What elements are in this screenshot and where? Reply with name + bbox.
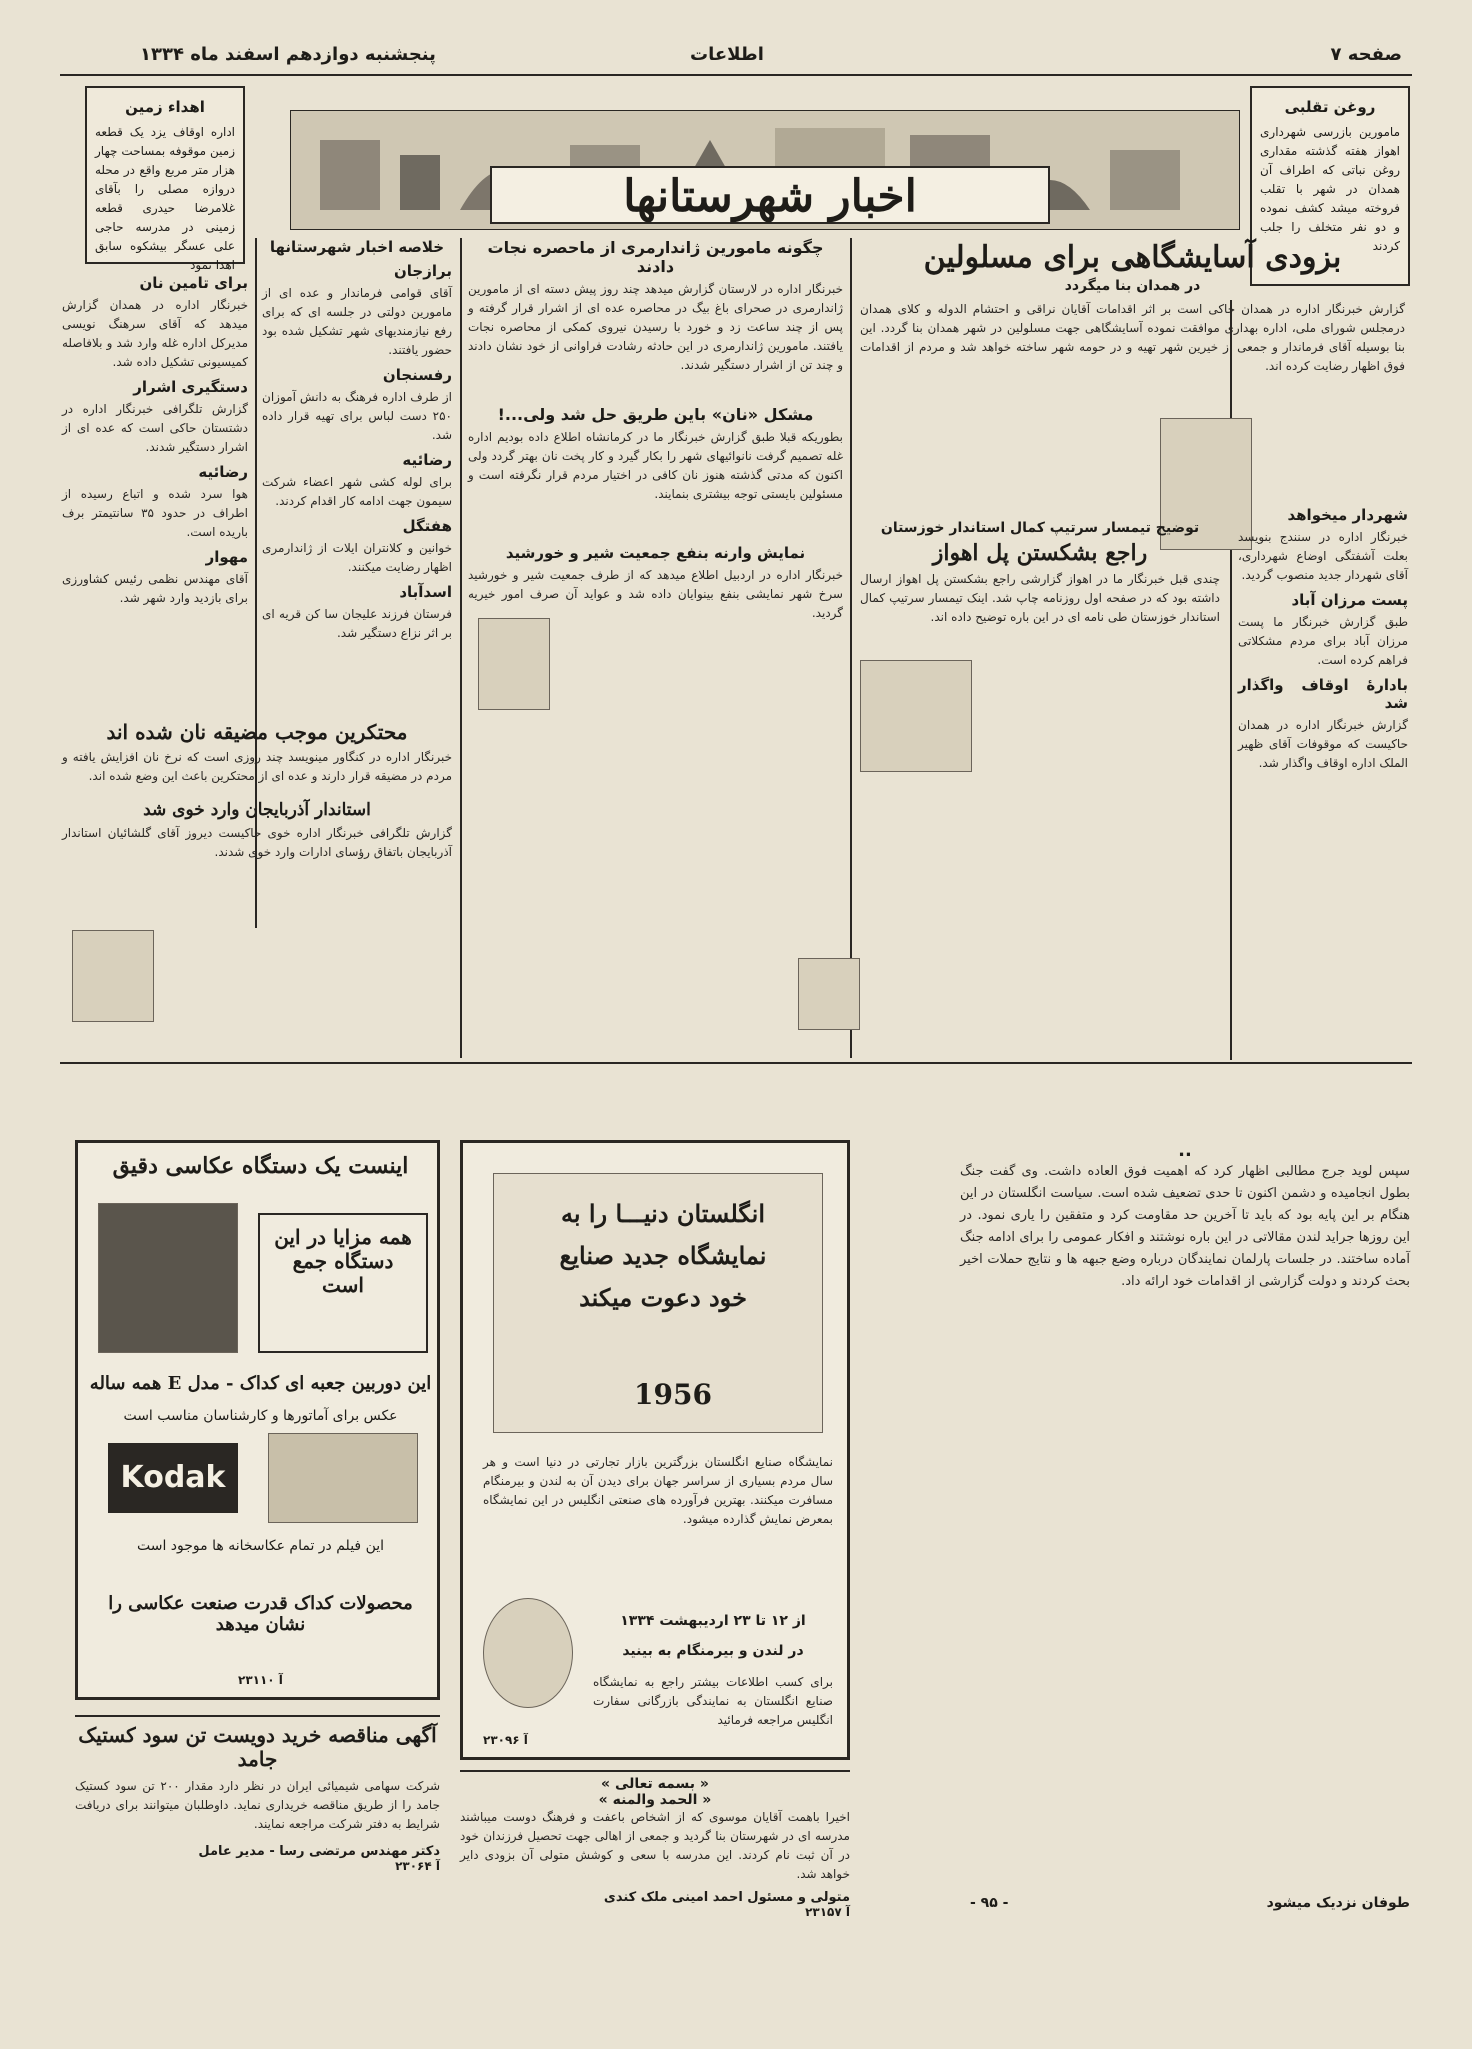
item-title: برای تامین نان: [139, 274, 248, 292]
story-body: گزارش تلگرافی خبرنگار اداره خوی حاکیست دیروز آقای گلشائیان استاندار آذربایجان باتفاق رؤسای ادارات وارد خوی شدند.: [62, 826, 452, 859]
serial-story: [960, 1140, 1410, 2000]
summary-heading: خلاصه اخبار شهرستانها: [269, 238, 445, 256]
item-text: خبرنگار اداره در سنندج بنویسد بعلت آشفتگی اوضاع شهرداری، آقای شهردار جدید منصوب گردید.: [1238, 530, 1408, 582]
item-title: پست مرزان آباد: [1291, 591, 1408, 609]
exhibition-ad: [460, 1140, 850, 1760]
column-rule: [460, 238, 462, 1058]
ad-line-3: خود دعوت میکند: [579, 1283, 747, 1312]
serial-title: ..: [1178, 1140, 1192, 1161]
bread-illustration: [478, 618, 550, 710]
paper-name: اطلاعات: [690, 44, 764, 65]
tender-code: آ ۲۳۰۶۴: [395, 1859, 440, 1873]
notice-code: آ ۲۳۱۵۷: [805, 1905, 850, 1919]
column-rule: [850, 238, 852, 1058]
item-title: هفتگل: [402, 517, 452, 535]
kodak-headline: اینست یک دستگاه عکاسی دقیق: [112, 1153, 409, 1179]
story-headline: چگونه مامورین ژاندارمری از ماحصره نجات دادند: [487, 238, 824, 276]
story-body: خبرنگار اداره در کنگاور مینویسد چند روزی است که نرخ نان افزایش یافته و مردم در مضیقه قرار دارند و عده ای از محتکرین باعث این وضع شده اند.: [62, 750, 452, 783]
item-title: اسدآباد: [399, 583, 452, 601]
ad-line-1: انگلستان دنیـــا را به: [560, 1199, 766, 1228]
item-title: برازجان: [394, 262, 452, 280]
kodak-code: آ ۲۳۱۱۰: [238, 1673, 283, 1687]
story-headline: استاندار آذربایجان وارد خوی شد: [143, 800, 371, 820]
masthead-rule: [60, 74, 1412, 76]
left-news-column: [860, 520, 1220, 1050]
item-text: برای لوله کشی شهر اعضاء شرکت سیمون جهت ادامه کار اقدام کردند.: [262, 475, 452, 508]
item-text: آقای قوامی فرماندار و عده ای از مامورین دولتی در جلسه ای که برای رفع نیازمندیهای شهر تشکیل شده بود حضور یافتند.: [262, 286, 452, 357]
lead-body: گزارش خبرنگار اداره در همدان حاکی است بر اثر اقدامات آقایان نراقی و احتشام الدوله و کلای همدان درمجلس شورای ملی، اداره بهداری موافقت نموده آسایشگاهی جهت مسلولین در شهر همدان بنا گردد. این بنا بوسیله آقای فرماندار و جمعی از خیرین شهر تهیه و در حومه شهر ساخته خواهد شد و مردم از اقدامات فوق اظهار رضایت کرده اند.: [860, 302, 1405, 373]
notice-body: اخیرا باهمت آقایان موسوی که از اشخاص باعفت و فرهنگ دوست میباشند مدرسه ای در شهرستان بنا گردید و جمعی از اهالی جهت تحصیل فرزندان خود در آن ثبت نام کردند. این مدرسه با سعی و کوشش متولی آن بزودی دایر خواهد شد.: [460, 1810, 850, 1881]
item-text: فرستان فرزند علیجان سا کن قریه ای بر اثر نزاع دستگیر شد.: [262, 607, 452, 640]
ad-headline: [523, 1193, 803, 1319]
banner-title: اخبار شهرستانها: [490, 166, 1050, 224]
lead-subhead: در همدان بنا میگردد: [1064, 278, 1201, 294]
land-donation-box: [85, 86, 245, 272]
item-title: شهردار میخواهد: [1287, 506, 1408, 524]
tender-headline: آگهی مناقصه خرید دویست تن سود کستیک جامد: [78, 1723, 437, 1771]
middle-column: [468, 238, 843, 1058]
story-body: خبرنگار اداره در لارستان گزارش میدهد چند روز پیش دسته ای از مامورین ژاندارمری در صحرای باغ بیگ در محاصره عده ای از اشرار قرار گرفته و پس از چند ساعت زد و خورد با رسیدن نیروی کمکی از محاصره نجات یافتند. مامورین ژاندارمری در این حادثه رشادت فراوانی از خود نشان دادند و چند تن از اشرار دستگیر شدند.: [468, 282, 843, 372]
serial-footer-title: طوفان نزدیک میشود: [1266, 1895, 1410, 1911]
item-title: رفسنجان: [382, 366, 452, 384]
school-notice: [460, 1770, 850, 1995]
section-rule: [60, 1062, 1412, 1064]
item-text: طبق گزارش خبرنگار ما پست مرزان آباد برای مردم مشکلاتی فراهم کرده است.: [1238, 615, 1408, 667]
wide-stories: [62, 720, 452, 1060]
camera-image: [98, 1203, 238, 1353]
right-news-column: [1238, 500, 1408, 1060]
serial-footer: [960, 1895, 1410, 1919]
item-text: خوانین و کلانتران ایلات از ژاندارمری اظهار رضایت میکنند.: [262, 541, 452, 574]
ad-line-2: نمایشگاه جدید صنایع: [559, 1241, 767, 1270]
serial-episode-number: - ۹۵ -: [970, 1895, 1009, 1911]
lead-headline: بزودی آسایشگاهی برای مسلولین: [923, 240, 1342, 275]
ad-code: آ ۲۳۰۹۶: [483, 1733, 528, 1747]
story-headline: راجع بشکستن پل اهواز: [932, 540, 1148, 566]
item-text: هوا سرد شده و اتباع رسیده از اطراف در حدود ۳۵ سانتیمتر برف باریده است.: [62, 487, 248, 539]
kodak-logo: Kodak: [108, 1443, 238, 1513]
ad-date: از ۱۲ تا ۲۳ اردیبهشت ۱۳۳۴: [620, 1613, 806, 1629]
masthead: [50, 40, 1422, 70]
issue-date: پنجشنبه دوازدهم اسفند ماه ۱۳۳۴: [140, 44, 436, 65]
kodak-feature-box: همه مزایا در این دستگاه جمع است: [258, 1213, 428, 1353]
ad-body: نمایشگاه صنایع انگلستان بزرگترین بازار تجارتی در دنیا است و هر سال مردم بسیاری از سراسر جهان برای دیدن آن به لندن و بیرمنگام مسافرت میکنند. بهترین فرآورده های صنعتی انگلیس در این نمایشگاه بمعرض نمایش گذارده میشود.: [483, 1455, 833, 1526]
item-text: خبرنگار اداره در همدان گزارش میدهد که آقای سرهنگ نویسی مدیرکل اداره غله وارد شد و بلافاصله کمیسیونی تشکیل داده شد.: [62, 298, 248, 369]
item-title: دستگیری اشرار: [133, 378, 248, 396]
story-headline: مشکل «نان» باین طریق حل شد ولی...!: [497, 405, 814, 424]
item-title: مهوار: [205, 548, 248, 566]
story-body: بطوریکه قبلا طبق گزارش خبرنگار ما در کرمانشاه اطلاع داده بودیم اداره غله تصمیم گرفت نانوائیهای شهر را بکار گیرد و کار پخت نان بهتر گردد ولی اکنون که مدتی گذشته هنوز نان کافی در اختیار مردم قرار نگرفته است و مسئولین بایستی توجه بیشتری بنمایند.: [468, 430, 843, 501]
box-text: مامورین بازرسی شهرداری اهواز هفته گذشته مقداری روغن نباتی که اطراف آن همدان در شهر با تقلب فروخته میشد کشف نموده و دو نفر متخلف را جلب کردند: [1260, 125, 1400, 253]
tender-body: شرکت سهامی شیمیائی ایران در نظر دارد مقدار ۲۰۰ تن سود کستیک جامد را از طریق مناقصه خریداری نماید. داوطلبان میتوانند برای دریافت شرایط به دفتر شرکت مراجعه نمایند.: [75, 1779, 440, 1831]
notice-top: « بسمه تعالی »: [601, 1776, 709, 1792]
item-title: بادارۀ اوقاف واگذار شد: [1238, 676, 1408, 712]
box-title: روغن تقلبی: [1284, 98, 1376, 116]
serial-body: سپس لوید جرج مطالبی اظهار کرد که اهمیت فوق العاده داشت. وی گفت جنگ بطول انجامیده و دشمن اکنون تا حدی تضعیف شده است. سیاست انگلستان در این هنگام بر این پایه بود که باید تا آخرین حد مقاومت کرد و متفقین را یاری نمود. در این روزها جراید لندن مقالاتی در این باره نوشتند و افکار عمومی را برای ادامه جنگ آماده ساختند. در جلسات پارلمان نمایندگان درباره وضع جبهه ها و نتایج حملات اخیر بحث کردند و دولت گزارشی از اقدامات خود ارائه داد.: [960, 1164, 1410, 1289]
lamp-illustration: [72, 930, 154, 1022]
story-body: خبرنگار اداره در اردبیل اطلاع میدهد که از طرف جمعیت شیر و خورشید سرخ شهر نمایشی بنفع بینوایان داده شد و عواید آن صرف امور خیریه گردید.: [468, 568, 843, 620]
item-text: از طرف اداره فرهنگ به دانش آموزان ۲۵۰ دست لباس برای تهیه قرار داده شد.: [262, 390, 452, 442]
far-right-column: [62, 268, 248, 648]
page-number: صفحه ۷: [1330, 44, 1402, 65]
ad-contact: برای کسب اطلاعات بیشتر راجع به نمایشگاه صنایع انگلستان به نمایندگی بازرگانی سفارت انگلیس مراجعه فرمائید: [593, 1675, 833, 1727]
tender-notice: [75, 1715, 440, 1995]
story-headline: نمایش وارنه بنفع جمعیت شیر و خورشید: [505, 544, 806, 562]
box-title: اهداء زمین: [125, 98, 205, 116]
box-text: اداره اوقاف یزد یک قطعه زمین موقوفه بمساحت چهار هزار متر مربع واقع در محله دروازه مصلی را بآقای غلامرضا حیدری قطعه زمینی در مدرسه حاجی علی عسگر بیشکوه سابق اهدا نمود: [95, 125, 235, 272]
item-text: آقای مهندس نظمی رئیس کشاورزی برای بازدید وارد شهر شد.: [62, 572, 248, 605]
notice-signature: متولی و مسئول احمد امینی ملک کندی: [603, 1890, 850, 1905]
tender-signature: دکتر مهندس مرتضی رسا - مدیر عامل: [198, 1844, 440, 1859]
story-body: چندی قبل خبرنگار ما در اهواز گزارشی راجع بشکستن پل اهواز ارسال داشته بود که در صفحه اول روزنامه چاپ شد. اینک تیمسار سرتیپ کمال استاندار خوزستان طی نامه ای در این باره توضیح داده اند.: [860, 572, 1220, 624]
ad-year: 1956: [634, 1378, 712, 1411]
theatre-illustration: [798, 958, 860, 1030]
item-text: گزارش تلگرافی خبرنگار اداره در دشتستان حاکی است که عده ای از اشرار دستگیر شدند.: [62, 402, 248, 454]
item-text: گزارش خبرنگار اداره در همدان حاکیست که موقوفات آقای ظهیر الملک اداره اوقاف واگذار شد.: [1238, 718, 1408, 770]
kodak-ad: [75, 1140, 440, 1700]
ad-city: در لندن و بیرمنگام به بینید: [622, 1643, 804, 1659]
bridge-illustration: [860, 660, 972, 772]
story-kicker: توضیح تیمسار سرتیپ کمال استاندار خوزستان: [880, 520, 1200, 536]
kodak-footer: محصولات کداک قدرت صنعت عکاسی را نشان میدهد: [108, 1593, 413, 1635]
item-title: رضائیه: [402, 451, 452, 469]
section-banner: [290, 110, 1240, 230]
film-box-image: [268, 1433, 418, 1523]
kodak-model: این دوربین جعبه ای کداک - مدل E همه ساله: [89, 1373, 432, 1394]
bif-logo: [483, 1598, 573, 1708]
kodak-note: این فیلم در تمام عکاسخانه ها موجود است: [136, 1538, 385, 1554]
story-headline: محتکرین موجب مضیقه نان شده اند: [106, 720, 408, 744]
notice-title: « الحمد والمنه »: [598, 1792, 712, 1808]
item-title: رضائیه: [198, 463, 248, 481]
kodak-desc: عکس برای آماتورها و کارشناسان مناسب است: [123, 1408, 398, 1424]
